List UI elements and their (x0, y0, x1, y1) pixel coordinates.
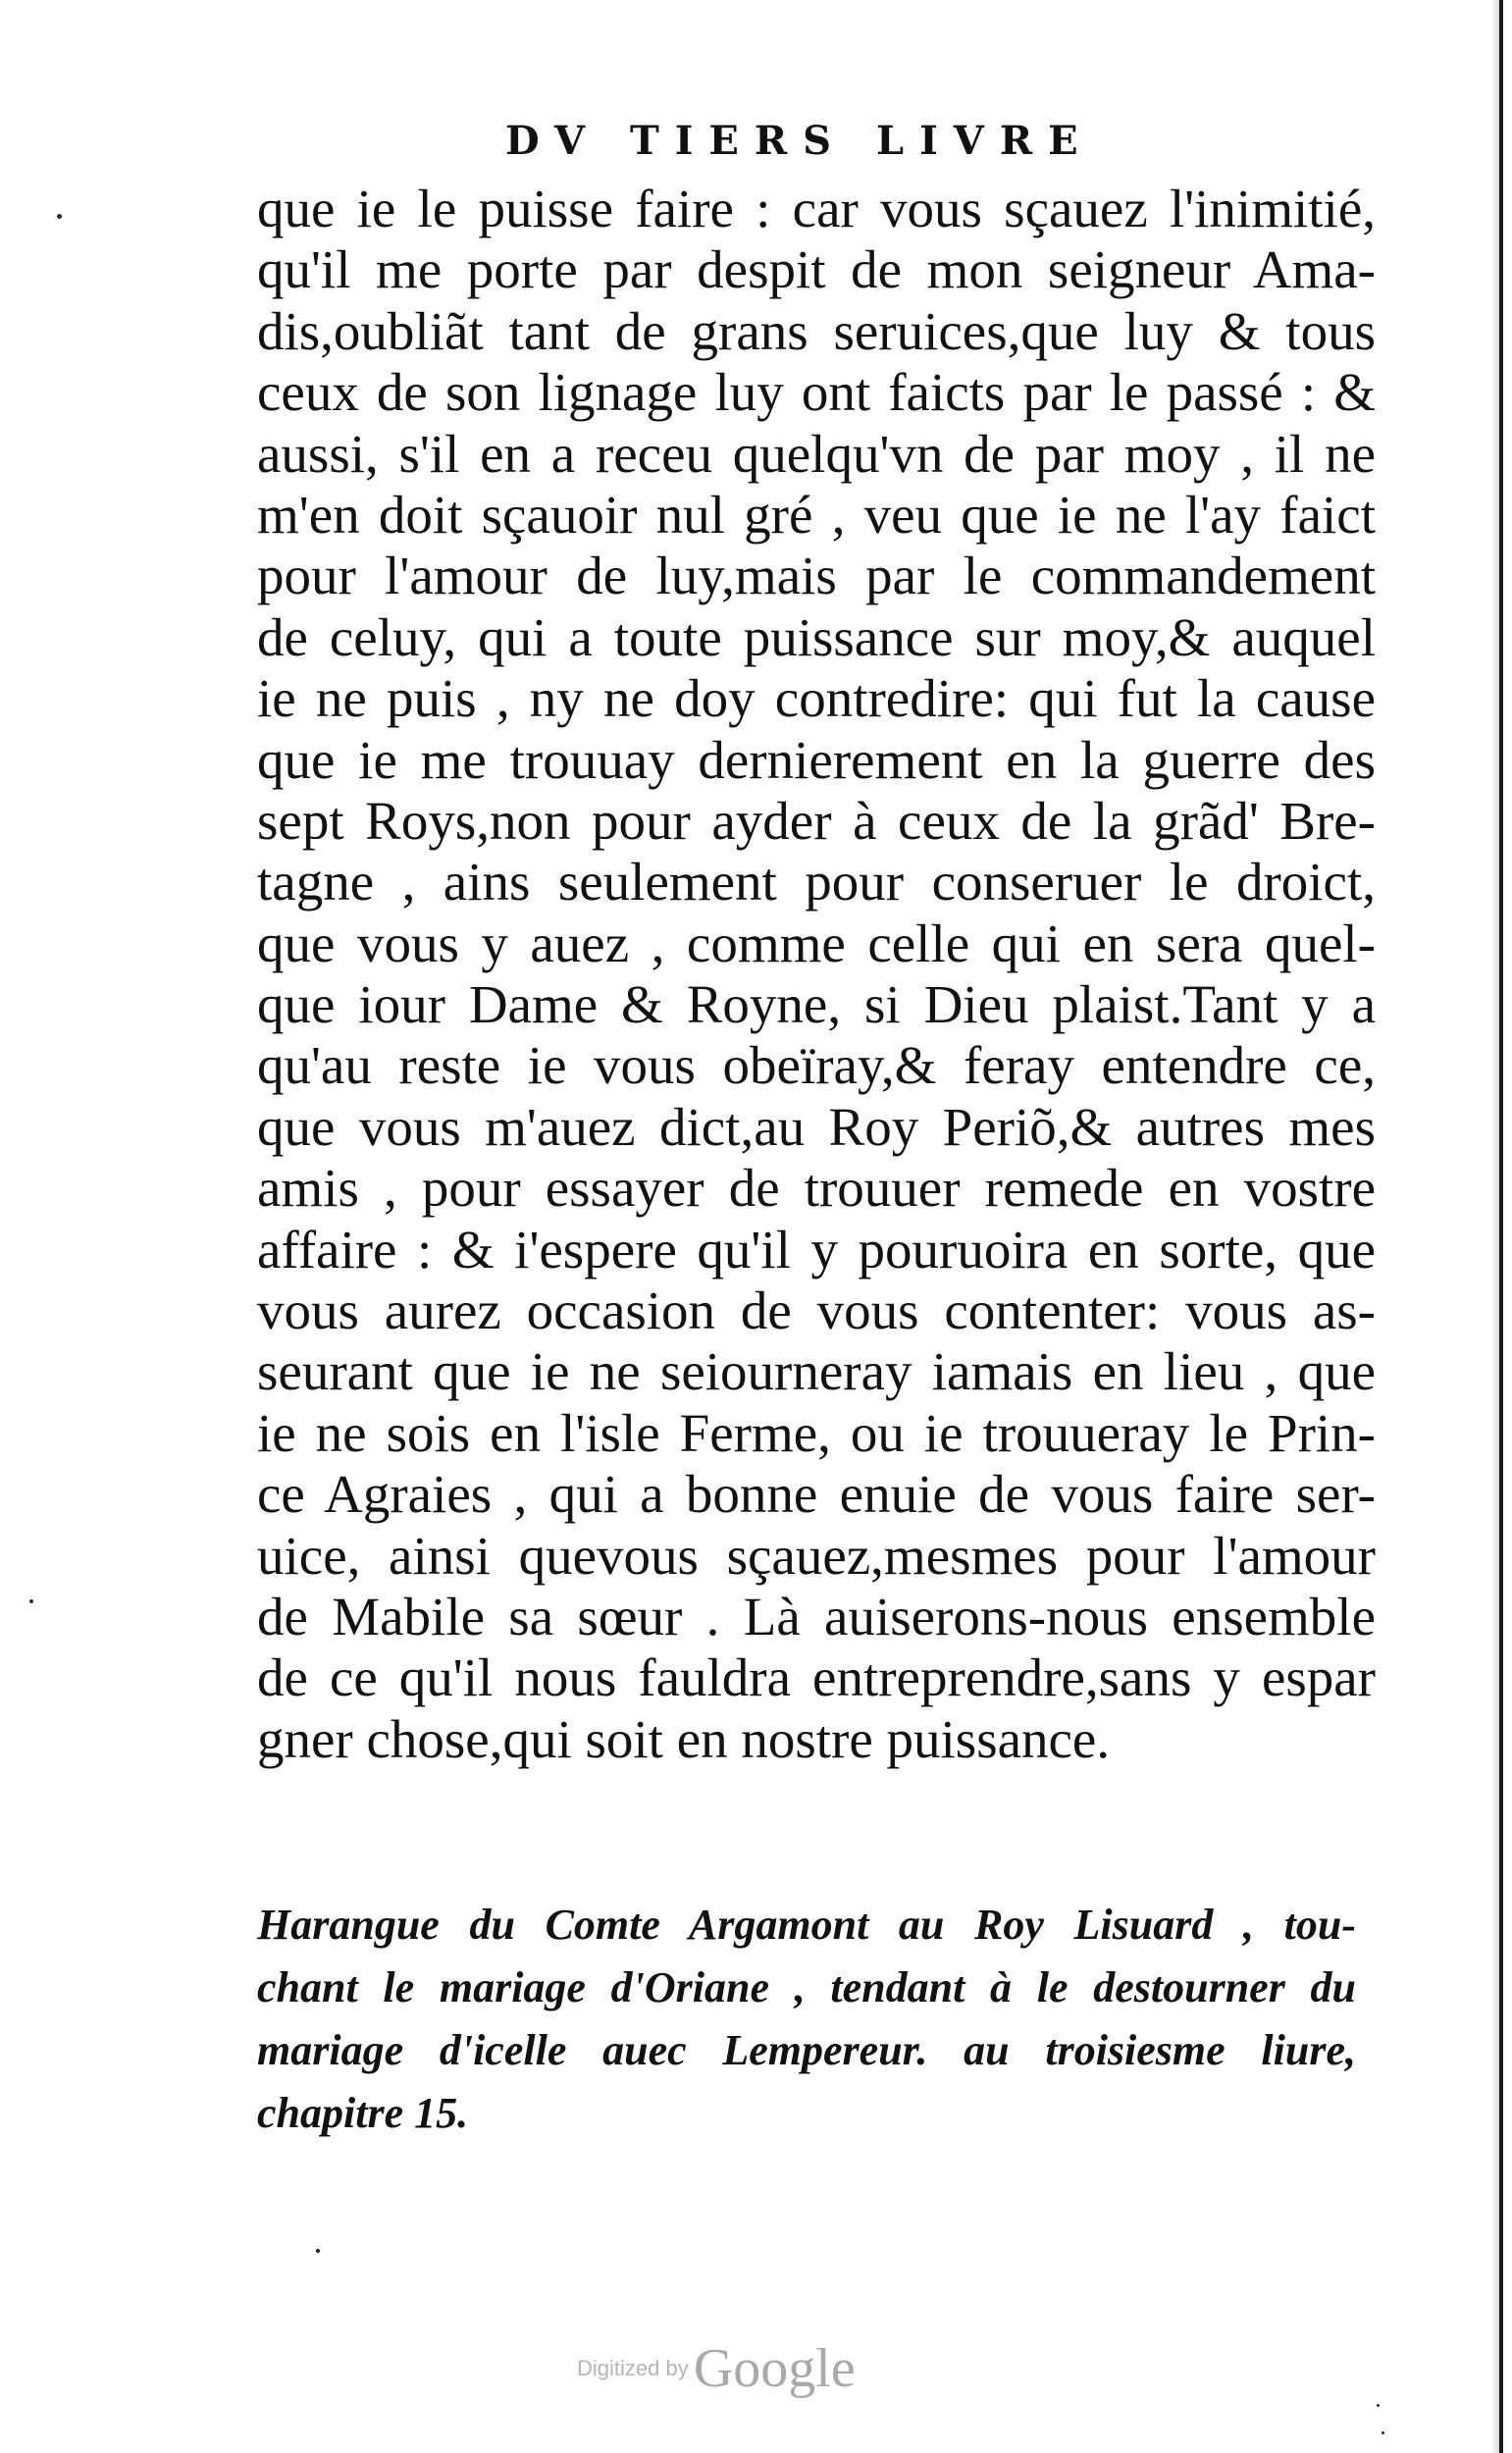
text-line: m'en doit sçauoir nul gré , veu que ie ne l'ay faict (257, 484, 1376, 545)
text-line: que iour Dame & Royne, si Dieu plaist.Tant y a (257, 974, 1376, 1035)
text-line-last: gner chose,qui soit en nostre puissance. (257, 1708, 1111, 1769)
running-head: DV TIERS LIVRE (505, 118, 1094, 164)
heading-line: Harangue du Comte Argamont au Roy Lisuard , tou- (257, 1901, 1356, 1949)
chapter-heading (257, 1894, 1356, 2145)
text-line: vous aurez occasion de vous contenter: vous as- (257, 1280, 1376, 1341)
scan-speck (1377, 2404, 1380, 2407)
scan-speck (1382, 2431, 1384, 2434)
text-line: ceux de son lignage luy ont faicts par le passé : & (257, 362, 1376, 423)
page-edge (1499, 0, 1503, 2453)
text-line: sept Roys,non pour ayder à ceux de la grãd' Bre- (257, 790, 1376, 851)
google-logo: Google (693, 2338, 856, 2399)
text-line: ie ne puis , ny ne doy contredire: qui fut la cause (257, 668, 1376, 729)
heading-line-last: chapitre 15. (257, 2089, 469, 2137)
scan-speck (29, 1599, 33, 1603)
watermark-prefix: Digitized by (577, 2356, 689, 2380)
scan-speck (316, 2249, 320, 2253)
text-line: que vous y auez , comme celle qui en sera quel- (257, 913, 1376, 973)
text-line: dis,oubliãt tant de grans seruices,que luy & tous (257, 300, 1376, 361)
text-line: de ce qu'il nous fauldra entreprendre,sans y espar (257, 1647, 1376, 1708)
text-line: de Mabile sa sœur . Là auiserons-nous ensemble (257, 1586, 1376, 1646)
text-line: que ie le puisse faire : car vous sçauez l'inimitié, (257, 179, 1376, 238)
text-line: tagne , ains seulement pour conseruer le droict, (257, 852, 1376, 913)
binding-shadow (1491, 0, 1499, 2453)
body-text (257, 179, 1376, 1770)
heading-line: mariage d'icelle auec Lempereur. au troisiesme liure, (257, 2026, 1356, 2074)
text-line: seurant que ie ne seiourneray iamais en lieu , que (257, 1341, 1376, 1402)
text-line: qu'au reste ie vous obeïray,& feray entendre ce, (257, 1035, 1376, 1096)
text-line: pour l'amour de luy,mais par le commandement (257, 546, 1376, 606)
digitized-watermark (577, 2337, 856, 2400)
text-line: ce Agraies , qui a bonne enuie de vous faire ser- (257, 1464, 1376, 1525)
text-line: qu'il me porte par despit de mon seigneur Ama- (257, 239, 1376, 300)
scan-speck (57, 214, 62, 219)
text-line: que ie me trouuay dernierement en la guerre des (257, 729, 1376, 790)
text-line: ie ne sois en l'isle Ferme, ou ie trouueray le Prin- (257, 1402, 1376, 1463)
heading-line: chant le mariage d'Oriane , tendant à le destourner du (257, 1963, 1356, 2011)
text-line: que vous m'auez dict,au Roy Periõ,& autres mes (257, 1096, 1376, 1157)
text-line: aussi, s'il en a receu quelqu'vn de par moy , il ne (257, 423, 1376, 484)
text-line: affaire : & i'espere qu'il y pouruoira en sorte, que (257, 1219, 1376, 1279)
text-line: uice, ainsi quevous sçauez,mesmes pour l'amour (257, 1525, 1376, 1586)
text-line: de celuy, qui a toute puissance sur moy,& auquel (257, 606, 1376, 667)
text-line: amis , pour essayer de trouuer remede en vostre (257, 1158, 1376, 1219)
